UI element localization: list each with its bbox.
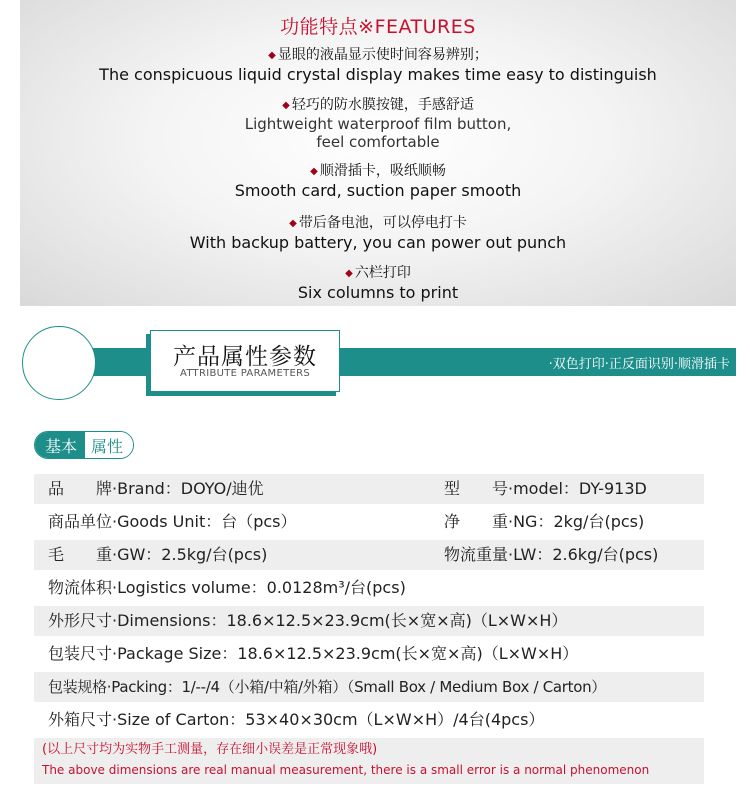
note-en: The above dimensions are real manual measurement, there is a small error is a normal phenomenon — [42, 763, 650, 777]
decorative-circle — [22, 326, 96, 400]
spec-lw: 物流重量·LW：2.6kg/台(pcs) — [444, 545, 659, 564]
spec-carton: 外箱尺寸·Size of Carton：53×40×30cm（L×W×H）/4台(4pcs） — [48, 710, 545, 729]
feature-en: The conspicuous liquid crystal display makes time easy to distinguish — [99, 65, 657, 84]
attribute-banner — [0, 318, 750, 404]
features-panel — [20, 0, 736, 306]
table-row — [34, 540, 704, 570]
spec-package: 包装尺寸·Package Size：18.6×12.5×23.9cm(长×宽×高)（L×W×H） — [48, 644, 579, 663]
spec-ng: 净 重·NG：2kg/台(pcs) — [444, 512, 645, 531]
feature-en: Six columns to print — [297, 283, 459, 302]
table-row — [34, 672, 704, 702]
feature-item — [20, 264, 736, 303]
feature-zh: 六栏打印 — [354, 265, 411, 281]
banner-title-zh: 产品属性参数 — [173, 344, 317, 370]
diamond-bullet-icon: ◆ — [289, 218, 297, 229]
section-label-b: 属性 — [85, 432, 133, 458]
table-row — [34, 606, 704, 636]
table-row — [34, 573, 704, 603]
feature-zh: 带后备电池，可以停电打卡 — [298, 215, 467, 231]
banner-title-box — [150, 330, 340, 392]
feature-item — [20, 46, 736, 85]
feature-item — [20, 96, 736, 151]
banner-tagline: ·双色打印·正反面识别·顺滑插卡 — [548, 357, 730, 372]
section-label-a: 基本 — [35, 432, 85, 458]
feature-item — [20, 214, 736, 253]
feature-en: With backup battery, you can power out punch — [189, 233, 567, 252]
note-zh: (以上尺寸均为实物手工测量，存在细小误差是正常现象哦) — [42, 742, 378, 757]
spec-model: 型 号·model：DY-913D — [444, 479, 647, 498]
spec-packing: 包装规格·Packing：1/--/4（小箱/中箱/外箱）（Small Box / Medium Box / Carton） — [48, 678, 607, 696]
features-title: 功能特点※FEATURES — [280, 16, 476, 38]
diamond-bullet-icon: ◆ — [310, 166, 318, 177]
banner-title-en: ATTRIBUTE PARAMETERS — [179, 368, 311, 379]
diamond-bullet-icon: ◆ — [345, 268, 353, 279]
table-row — [34, 639, 704, 669]
spec-gw: 毛 重·GW：2.5kg/台(pcs) — [48, 545, 268, 564]
feature-zh: 显眼的液晶显示使时间容易辨别； — [277, 47, 488, 63]
feature-en-line1: Lightweight waterproof film button, — [244, 115, 512, 133]
diamond-bullet-icon: ◆ — [282, 100, 290, 111]
feature-item — [20, 162, 736, 201]
table-row — [34, 705, 704, 735]
diamond-bullet-icon: ◆ — [268, 50, 276, 61]
table-row — [34, 507, 704, 537]
feature-zh: 轻巧的防水膜按键，手感舒适 — [291, 97, 474, 113]
spec-table — [34, 474, 704, 787]
spec-unit: 商品单位·Goods Unit：台（pcs） — [48, 512, 297, 531]
spec-dimensions: 外形尺寸·Dimensions：18.6×12.5×23.9cm(长×宽×高)（L×W×H） — [48, 611, 568, 630]
measurement-note — [34, 738, 704, 784]
feature-en: Smooth card, suction paper smooth — [234, 181, 522, 200]
spec-brand: 品 牌·Brand：DOYO/迪优 — [48, 479, 264, 498]
table-row — [34, 474, 704, 504]
spec-volume: 物流体积·Logistics volume：0.0128m³/台(pcs) — [48, 578, 406, 597]
feature-en-line2: feel comfortable — [316, 133, 440, 151]
section-label — [34, 431, 134, 459]
feature-zh: 顺滑插卡，吸纸顺畅 — [319, 163, 446, 179]
